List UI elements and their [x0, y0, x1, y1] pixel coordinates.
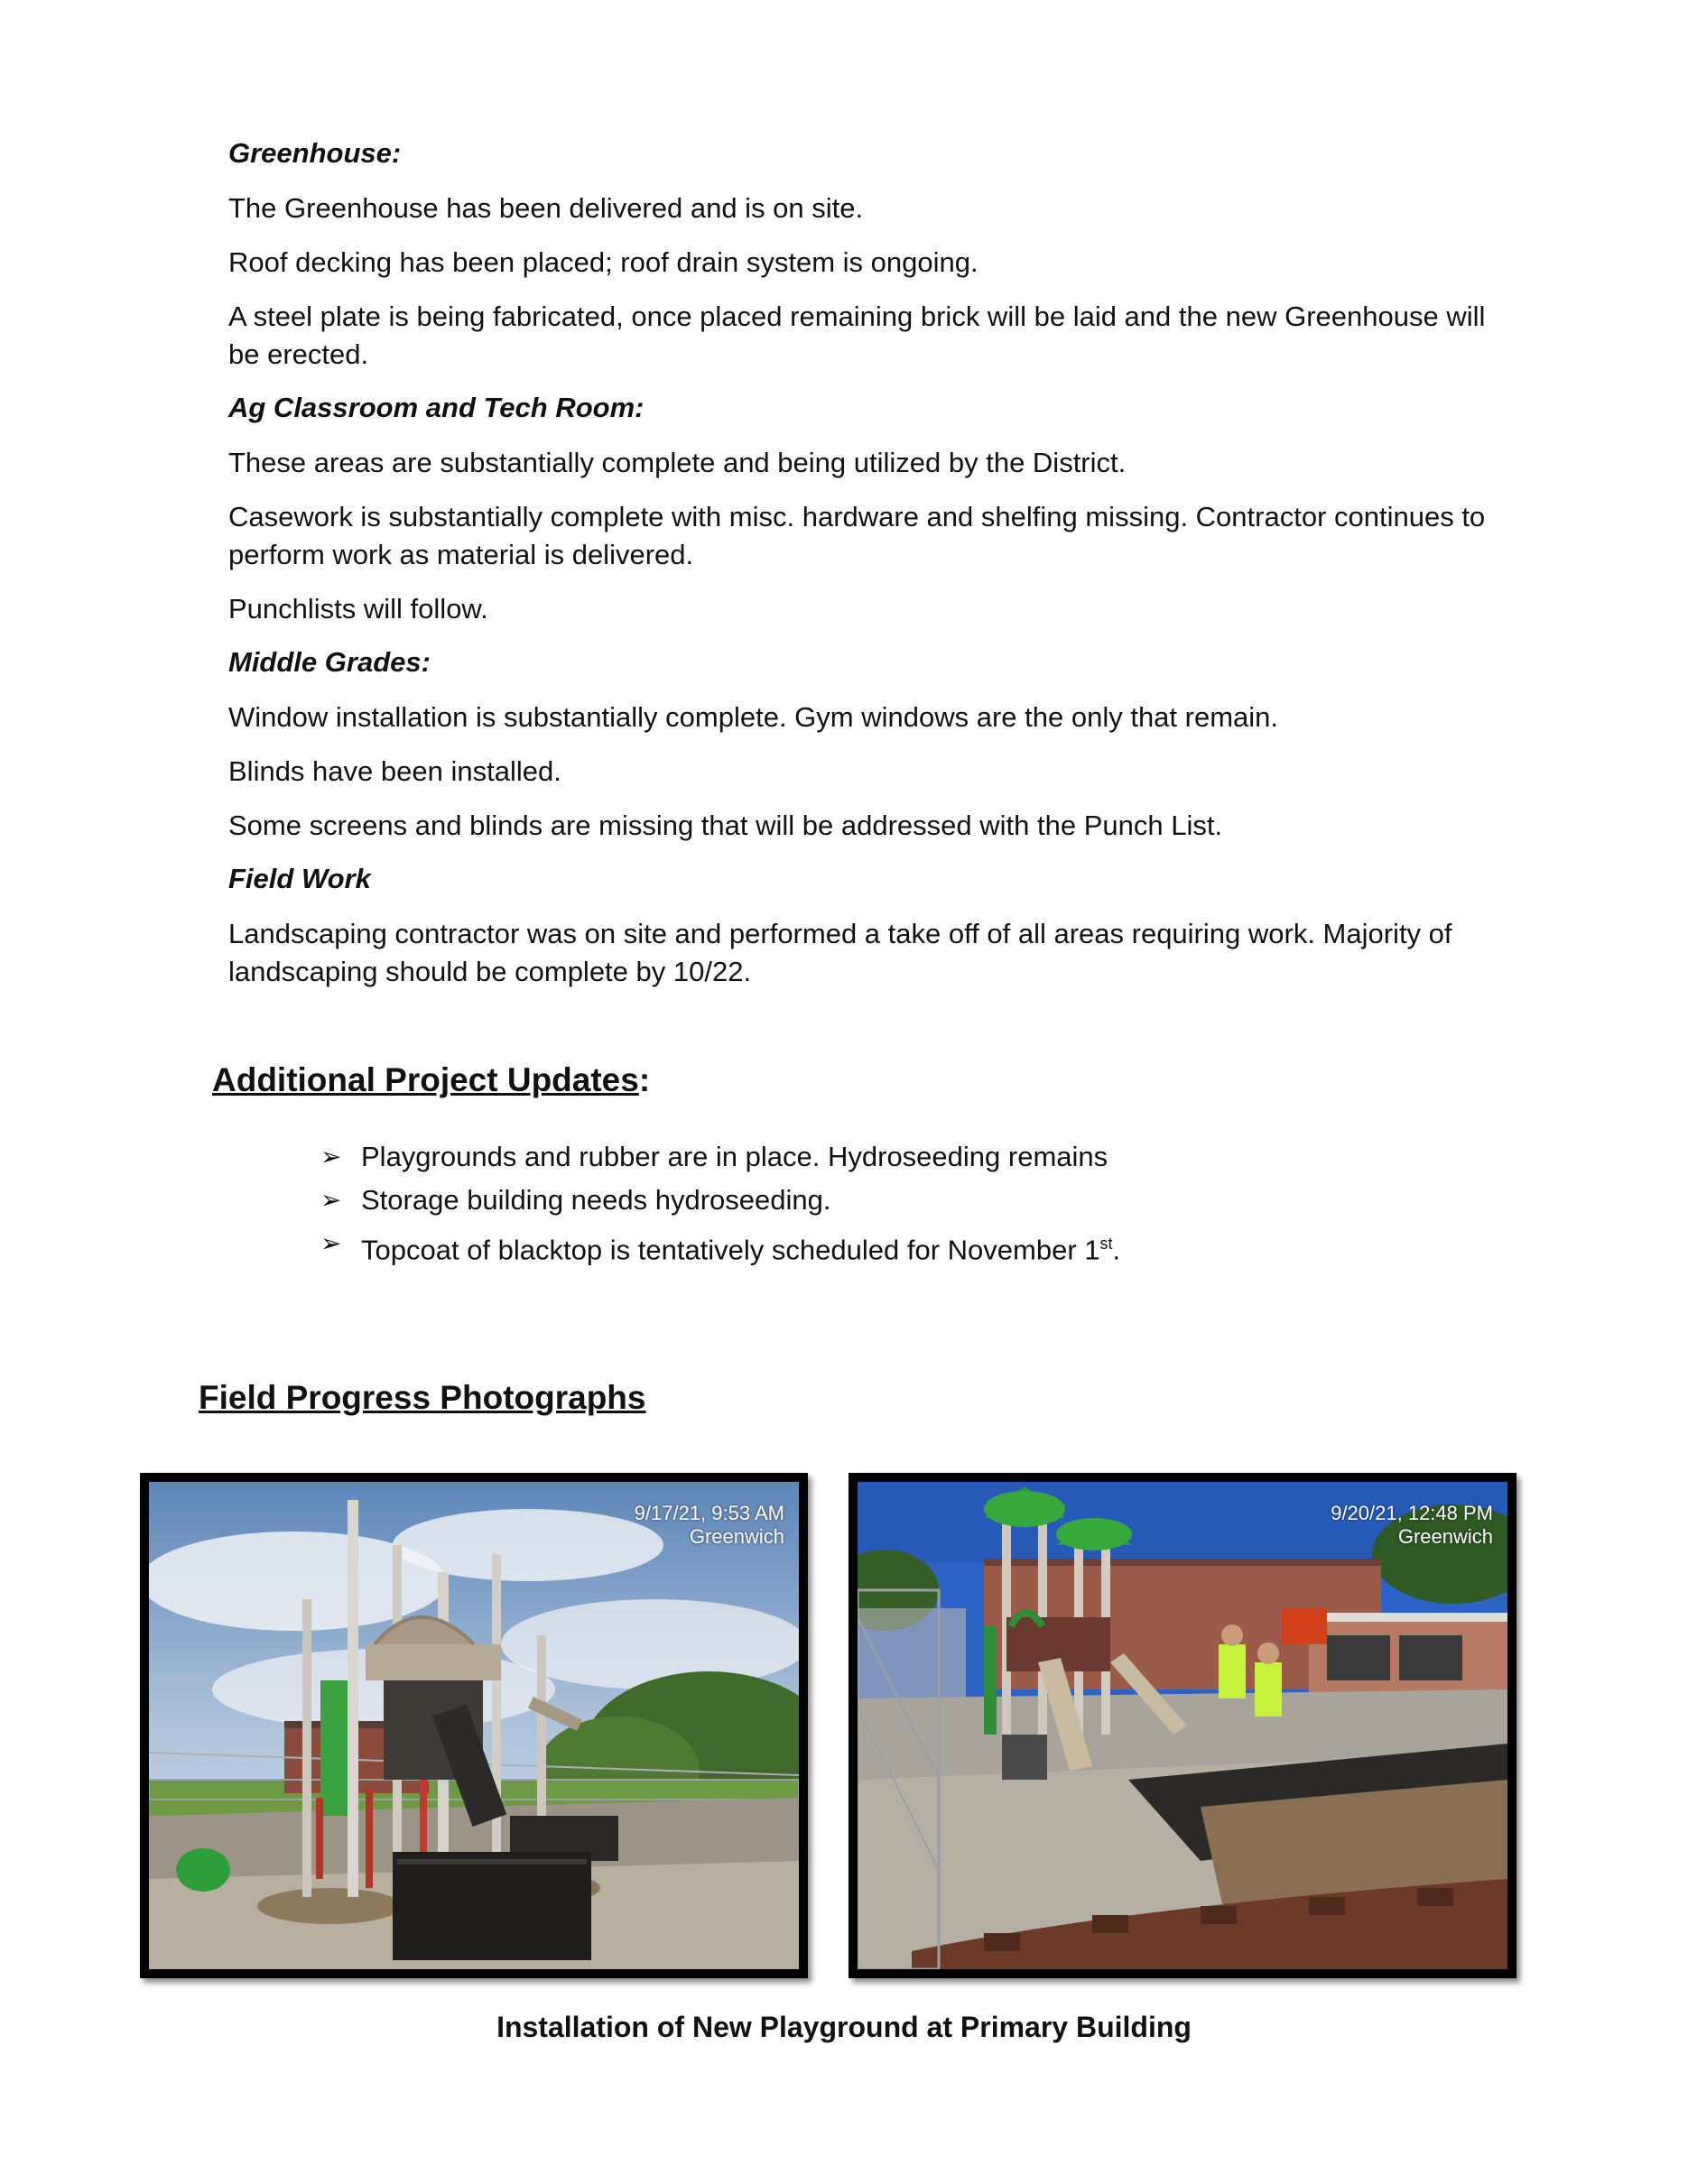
list-item-text: Storage building needs hydroseeding. — [361, 1184, 831, 1216]
paragraph: Blinds have been installed. — [228, 755, 561, 787]
list-item-text: Topcoat of blacktop is tentatively scheduled for November 1st. — [361, 1234, 1121, 1266]
playground-photo-2 — [849, 1473, 1516, 1978]
updates-heading-colon: : — [638, 1061, 651, 1098]
section-field-work — [228, 861, 1510, 991]
list-item — [320, 1135, 1120, 1179]
paragraph: A steel plate is being fabricated, once placed remaining brick will be laid and the new Greenhouse will be erected. — [228, 301, 1486, 370]
section-heading: Middle Grades: — [228, 646, 431, 678]
arrow-bullet-icon: ➢ — [320, 1186, 342, 1214]
report-body — [228, 135, 1510, 1007]
paragraph: These areas are substantially complete and being utilized by the District. — [228, 447, 1127, 478]
paragraph: Some screens and blinds are missing that will be addressed with the Punch List. — [228, 810, 1223, 841]
photos-heading: Field Progress Photographs — [199, 1379, 646, 1416]
photo-timestamp: 9/20/21, 12:48 PM Greenwich — [1331, 1502, 1493, 1548]
photo-illustration — [858, 1482, 1507, 1969]
paragraph: Roof decking has been placed; roof drain system is ongoing. — [228, 246, 978, 278]
paragraph: Punchlists will follow. — [228, 593, 488, 625]
photo-timestamp: 9/17/21, 9:53 AM Greenwich — [634, 1502, 784, 1548]
paragraph: Landscaping contractor was on site and performed a take off of all areas requiring work. Majority of landscaping should be complete by 10/22. — [228, 918, 1452, 987]
photo-caption: Installation of New Playground at Primary Building — [496, 2011, 1192, 2043]
updates-heading — [212, 1061, 650, 1099]
list-item — [320, 1179, 1120, 1222]
paragraph: The Greenhouse has been delivered and is on site. — [228, 192, 864, 224]
paragraph: Casework is substantially complete with misc. hardware and shelfing missing. Contractor continues to perform work as material is delivered. — [228, 501, 1486, 570]
playground-photo-1 — [140, 1473, 808, 1978]
paragraph: Window installation is substantially complete. Gym windows are the only that remain. — [228, 701, 1279, 733]
section-ag-classroom — [228, 390, 1510, 628]
section-heading: Ag Classroom and Tech Room: — [228, 392, 645, 423]
section-middle-grades — [228, 644, 1510, 845]
arrow-bullet-icon: ➢ — [320, 1229, 342, 1257]
updates-heading-text: Additional Project Updates — [212, 1061, 639, 1098]
updates-list — [320, 1135, 1120, 1272]
arrow-bullet-icon: ➢ — [320, 1143, 342, 1171]
list-item — [320, 1222, 1120, 1272]
section-heading: Greenhouse: — [228, 137, 402, 169]
photo-illustration — [149, 1482, 799, 1969]
section-heading: Field Work — [228, 863, 371, 894]
list-item-text: Playgrounds and rubber are in place. Hydroseeding remains — [361, 1141, 1108, 1172]
section-greenhouse — [228, 135, 1510, 374]
